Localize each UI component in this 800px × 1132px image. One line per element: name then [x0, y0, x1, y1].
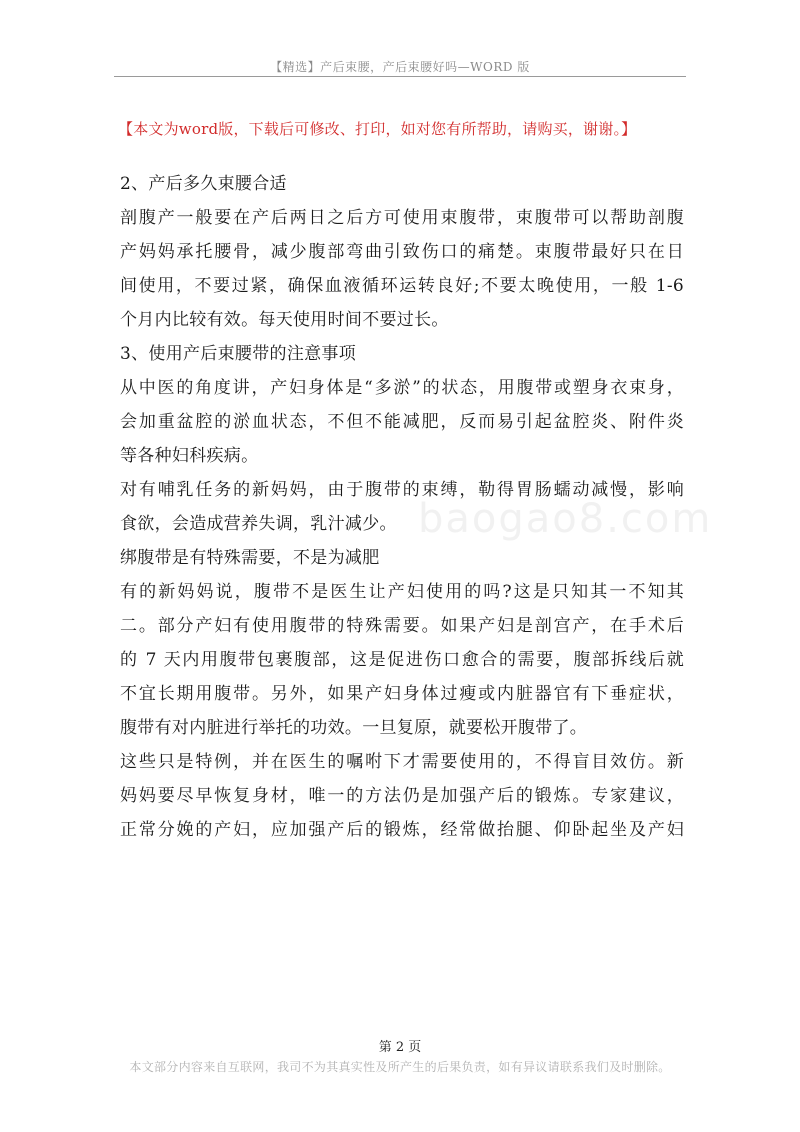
watermark: baogao8.com — [418, 496, 713, 542]
body-line: 不宜长期用腹带。另外，如果产妇身体过瘦或内脏器官有下垂症状， — [120, 684, 684, 704]
body-line: 这些只是特例，并在医生的嘱咐下才需要使用的，不得盲目效仿。新 — [120, 752, 684, 772]
body-line: 个月内比较有效。每天使用时间不要过长。 — [120, 310, 449, 330]
body-line: 剖腹产一般要在产后两日之后方可使用束腹带，束腹带可以帮助剖腹 — [120, 208, 684, 228]
body-line: 正常分娩的产妇，应加强产后的锻炼，经常做抬腿、仰卧起坐及产妇 — [120, 820, 684, 840]
body-line: 间使用，不要过紧，确保血液循环运转良好;不要太晚使用，一般 1-6 — [120, 276, 684, 296]
body-line: 会加重盆腔的淤血状态，不但不能减肥，反而易引起盆腔炎、附件炎 — [120, 412, 684, 432]
heading-line: 2、产后多久束腰合适 — [120, 174, 287, 194]
body-line: 的 7 天内用腹带包裹腹部，这是促进伤口愈合的需要，腹部拆线后就 — [120, 650, 684, 670]
body-line: 食欲，会造成营养失调，乳汁减少。 — [120, 514, 397, 534]
heading-line: 3、使用产后束腰带的注意事项 — [120, 344, 357, 364]
body-line: 产妈妈承托腰骨，减少腹部弯曲引致伤口的痛楚。束腹带最好只在日 — [120, 242, 684, 262]
footer-disclaimer: 本文部分内容来自互联网，我司不为其真实性及所产生的后果负责，如有异议请联系我们及时删除。 — [129, 1060, 671, 1074]
page-number: 第 2 页 — [378, 1040, 422, 1055]
body-line: 二。部分产妇有使用腹带的特殊需要。如果产妇是剖宫产，在手术后 — [120, 616, 684, 636]
article-body — [120, 167, 684, 847]
header-divider — [114, 76, 686, 77]
download-notice: 【本文为word版，下载后可修改、打印，如对您有所帮助，请购买，谢谢。】 — [118, 120, 637, 138]
body-line: 有的新妈妈说，腹带不是医生让产妇使用的吗?这是只知其一不知其 — [120, 582, 684, 602]
heading-line: 绑腹带是有特殊需要，不是为减肥 — [120, 548, 380, 568]
body-line: 妈妈要尽早恢复身材，唯一的方法仍是加强产后的锻炼。专家建议， — [120, 786, 684, 806]
body-line: 从中医的角度讲，产妇身体是“多淤”的状态，用腹带或塑身衣束身， — [120, 378, 684, 398]
body-line: 对有哺乳任务的新妈妈，由于腹带的束缚，勒得胃肠蠕动减慢，影响 — [120, 480, 684, 500]
body-line: 等各种妇科疾病。 — [120, 446, 259, 466]
body-line: 腹带有对内脏进行举托的功效。一旦复原，就要松开腹带了。 — [120, 718, 588, 738]
page-header-title: 【精选】产后束腰，产后束腰好吗—WORD 版 — [270, 60, 530, 74]
